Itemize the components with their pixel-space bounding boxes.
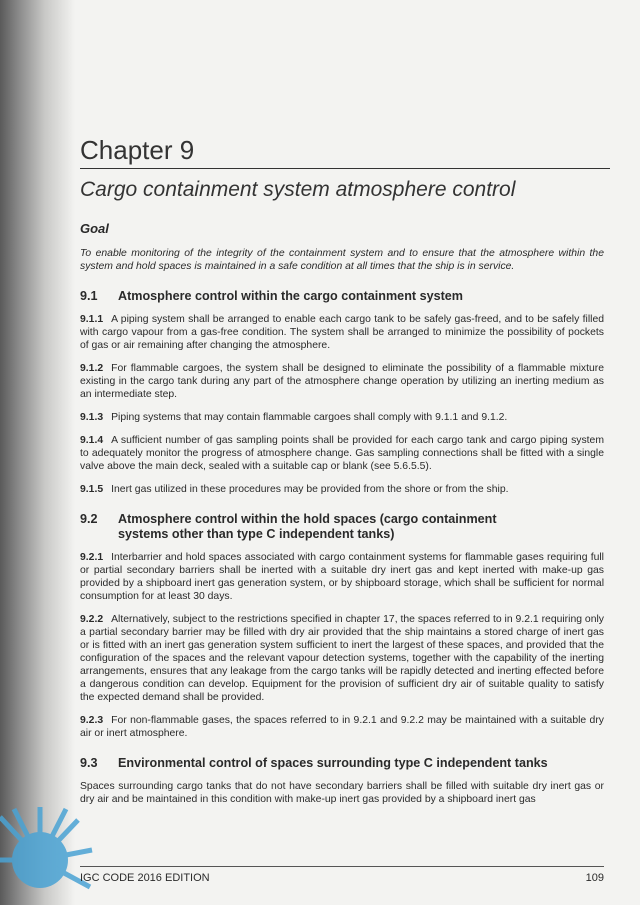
paragraph-text: Interbarrier and hold spaces associated with cargo containment systems for flammable gases requiring full or partial secondary barriers shall be inerted with a suitable dry inert gas and kept inerted with make-up gas provided by a shipboard inert gas generation system, or by shipboard storage, which shall be sufficient for normal consumption for at least 30 days.: [80, 552, 604, 602]
paragraph-text: A sufficient number of gas sampling points shall be provided for each cargo tank and cargo piping system to adequately monitor the progress of atmosphere change. Gas sampling connections shall be fitted with a single valve above the main deck, sealed with a suitable cap or blank (see 5.6.5.5).: [80, 435, 604, 472]
section-number: 9.1: [80, 289, 98, 303]
section-number: 9.3: [80, 756, 98, 770]
paragraph-9-1-1: [80, 313, 604, 352]
paragraph-number: 9.2.2: [80, 614, 104, 625]
paragraph-text: For non-flammable gases, the spaces referred to in 9.2.1 and 9.2.2 may be maintained with a suitable dry air or inert atmosphere.: [80, 715, 604, 739]
section-title: Atmosphere control within the cargo containment system: [118, 289, 463, 303]
paragraph-number: 9.1.5: [80, 484, 104, 495]
footer-rule: [80, 866, 604, 867]
paragraph-number: 9.2.1: [80, 552, 104, 563]
paragraph-9-1-5: [80, 483, 604, 496]
paragraph-9-1-4: [80, 434, 604, 473]
paragraph-9-3: Spaces surrounding cargo tanks that do not have secondary barriers shall be filled with suitable dry inert gas or dry air and be maintained in this condition with make-up inert gas provided by a shipboard inert gas: [80, 781, 604, 805]
paragraph-number: 9.1.2: [80, 363, 104, 374]
section-9-2-heading: [80, 512, 520, 542]
paragraph-number: 9.1.1: [80, 314, 104, 325]
footer-edition: IGC CODE 2016 EDITION: [80, 872, 210, 884]
paragraph-9-1-3: [80, 411, 604, 424]
page-spacer: [80, 806, 604, 866]
paragraph-9-1-2: [80, 362, 604, 401]
paragraph-text: For flammable cargoes, the system shall be designed to eliminate the possibility of a flammable mixture existing in the cargo tank during any part of the atmosphere change operation by utilizing an inerting medium as an intermediate step.: [80, 363, 604, 400]
goal-text: To enable monitoring of the integrity of the containment system and to ensure that the atmosphere within the system and hold spaces is maintained in a safe condition at all times that the ship is in service.: [80, 248, 604, 272]
page-footer: [80, 871, 604, 905]
document-page: [80, 0, 604, 905]
goal-heading: Goal: [80, 221, 109, 236]
page-binding-shadow: [0, 0, 75, 905]
section-9-3-heading: [80, 756, 604, 771]
chapter-title: Cargo containment system atmosphere control: [80, 178, 516, 201]
paragraph-number: 9.1.3: [80, 412, 104, 423]
section-9-1-heading: [80, 289, 604, 304]
chapter-number: Chapter 9: [80, 135, 195, 165]
section-title: Atmosphere control within the hold spaces (cargo containment systems other than type C independent tanks): [118, 512, 497, 541]
page-number: 109: [585, 872, 604, 884]
paragraph-number: 9.2.3: [80, 715, 104, 726]
section-number: 9.2: [80, 512, 98, 526]
paragraph-9-2-2: [80, 613, 604, 704]
paragraph-text: A piping system shall be arranged to enable each cargo tank to be safely gas-freed, and to be safely filled with cargo vapour from a gas-free condition. The system shall be arranged to minimize the possibility of pockets of gas or air remaining after changing the atmosphere.: [80, 314, 604, 351]
paragraph-number: 9.1.4: [80, 435, 104, 446]
chapter-rule: [80, 168, 610, 169]
paragraph-9-2-1: [80, 551, 604, 603]
paragraph-text: Piping systems that may contain flammable cargoes shall comply with 9.1.1 and 9.1.2.: [111, 412, 508, 423]
paragraph-9-2-3: [80, 714, 604, 740]
paragraph-text: Inert gas utilized in these procedures may be provided from the shore or from the ship.: [111, 484, 509, 495]
section-title: Environmental control of spaces surrounding type C independent tanks: [118, 756, 548, 770]
paragraph-text: Alternatively, subject to the restrictions specified in chapter 17, the spaces referred to in 9.2.1 requiring only a partial secondary barrier may be filled with dry air provided that the ship maintains a stored charge of inert gas or is fitted with an inert gas generation system sufficient to inert the largest of these spaces, and provided that the configuration of the spaces and the relevant vapour detection systems, together with the capability of the inerting arrangements, ensures that any leakage from the cargo tanks will be rapidly detected and inerting effected before a dangerous condition can develop. Equipment for the provision of sufficient dry air of suitable quality to satisfy the expected demand shall be provided.: [80, 614, 604, 703]
